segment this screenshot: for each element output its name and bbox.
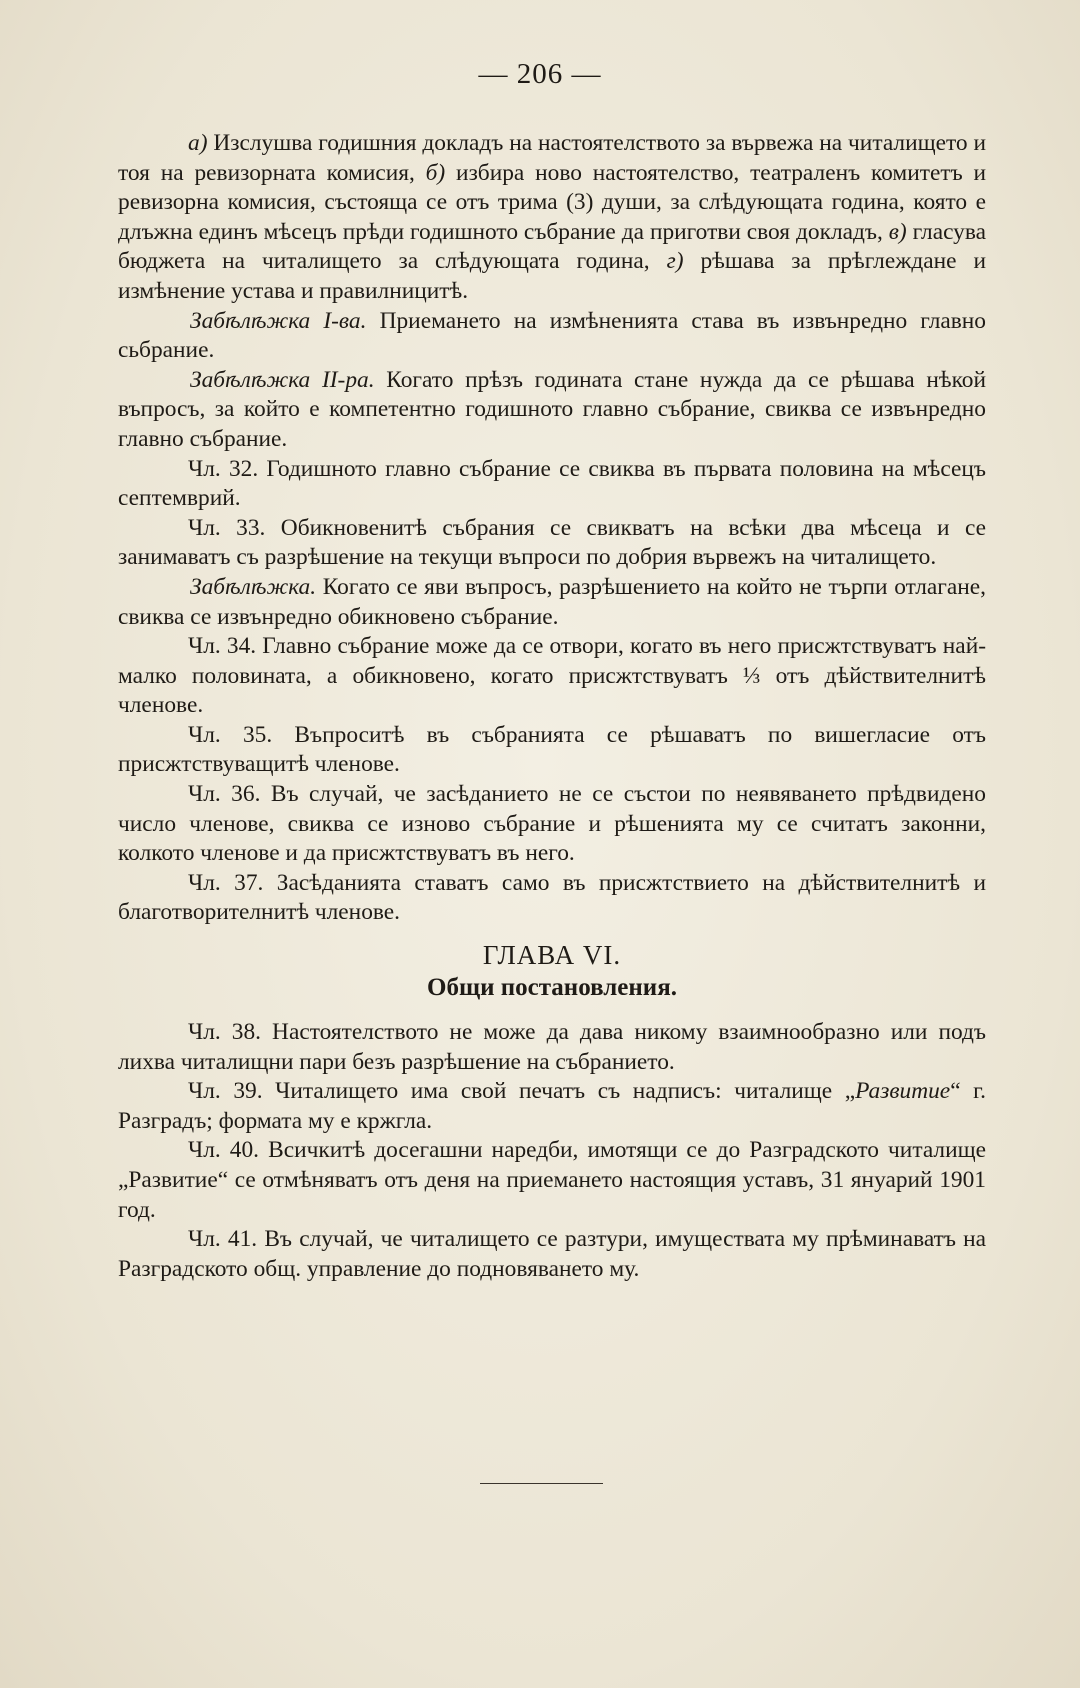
italic-text: в) [888, 218, 907, 245]
chapter-subtitle: Общи постановления. [427, 974, 677, 1002]
paragraph-text: Чл. 37. Засѣданията ставатъ само въ присжтствието на дѣйствителнитѣ и благотворителнитѣ членове. [118, 869, 986, 926]
article-paragraph [118, 1018, 986, 1077]
paragraph-text: Когато се яви въпросъ, разрѣшението на който не търпи отлагане, свиква се извънредно обикновено събрание. [118, 573, 986, 630]
paragraph-text: Чл. 39. Читалището има свой печатъ съ надписъ: читалище „ [188, 1078, 856, 1105]
italic-text: Забѣлѣжка I-ва. [190, 307, 367, 334]
italic-text: Забѣлѣжка. [190, 573, 317, 600]
paragraph-text: Чл. 38. Настоятелството не може да дава никому взаимнообразно или подъ лихва читалищни пари безъ разрѣшение на събранието. [118, 1019, 986, 1075]
article-paragraph [118, 1225, 986, 1284]
paragraph-text: Чл. 35. Въпроситѣ въ събранията се рѣшаватъ по вишегласие отъ присжтствуващитѣ членове. [118, 721, 986, 778]
paragraphs-after-chapter [118, 1018, 986, 1284]
italic-text: а) [188, 130, 208, 156]
article-paragraph [118, 632, 986, 721]
paragraph-text: избира ново настоятелство, театраленъ комитетъ и ревизорна комисия, състояща се отъ трима (3) души, за слѣдующата година, която е длъжна единъ мѣсецъ прѣди годишното събрание да приготви своя докладъ, [118, 159, 987, 245]
paragraph-text: Когато прѣзъ годината стане нужда да се рѣшава нѣкой въпросъ, за който е компетентно годишното главно събрание, свиква се извънредно главно събрание. [118, 366, 986, 452]
paragraph-text: “ г. Разградъ; формата му е кржгла. [118, 1078, 986, 1134]
article-paragraph [118, 721, 986, 780]
italic-text: г) [666, 248, 684, 275]
paragraph-text: Чл. 36. Въ случай, че засѣданието не се състои по неявяването прѣдвидено число членове, свиква се изново събрание и рѣшенията му се считатъ законни, колкото членове и да присжтствуватъ въ него. [118, 781, 986, 867]
note-paragraph [118, 366, 986, 455]
chapter-title: ГЛАВА VI. [482, 940, 622, 971]
paragraph-text: рѣшава за прѣглеждане и измѣнение устава и правилницитѣ. [118, 248, 986, 304]
paragraphs-before-chapter [118, 129, 986, 928]
article-paragraph [118, 455, 986, 514]
article-paragraph [118, 1136, 986, 1225]
paragraph-text: Чл. 34. Главно събрание може да се отвори, когато въ него присжтствуватъ най-малко половината, а обикновено, когато присжтствуватъ ⅓ отъ дѣйствителнитѣ членове. [118, 633, 986, 719]
paragraph-text: Приемането на измѣненията става въ извънредно главно сьбрание. [118, 307, 987, 364]
italic-text: Развитие [855, 1078, 951, 1105]
end-rule [480, 1483, 603, 1484]
chapter-heading [118, 938, 986, 1004]
paragraph-text: Чл. 41. Въ случай, че читалището се разтури, имуществата му прѣминаватъ на Разградското общ. управление до подновяването му. [118, 1226, 986, 1282]
article-paragraph [118, 129, 986, 307]
italic-text: б) [425, 159, 446, 186]
italic-text: Забѣлѣжка II-ра. [190, 366, 375, 393]
article-paragraph [118, 869, 986, 928]
body-text [118, 129, 986, 1284]
paragraph-text: Чл. 33. Обикновенитѣ събрания се свикватъ на всѣки два мѣсеца и се занимаватъ съ разрѣшение на текущи въпроси по добрия вървежъ на читалището. [118, 514, 986, 571]
note-paragraph [118, 307, 986, 366]
note-paragraph [118, 573, 986, 632]
article-paragraph [118, 514, 986, 573]
paragraph-text: Чл. 32. Годишното главно събрание се свиква въ първата половина на мѣсецъ септемврий. [118, 455, 986, 512]
article-paragraph [118, 1077, 986, 1136]
page-number: — 206 — [478, 58, 602, 90]
article-paragraph [118, 780, 986, 869]
paragraph-text: Изслушва годишния докладъ на настоятелството за вървежа на читалището и тоя на ревизорната комисия, [118, 130, 986, 186]
paragraph-text: Чл. 40. Всичкитѣ досегашни наредби, имотящи се до Разградското читалище „Развитие“ се отмѣняватъ отъ деня на приемането настоящия уставъ, 31 януарий 1901 год. [118, 1137, 986, 1223]
paragraph-text: гласува бюджета на читалището за слѣдующата година, [118, 218, 986, 275]
